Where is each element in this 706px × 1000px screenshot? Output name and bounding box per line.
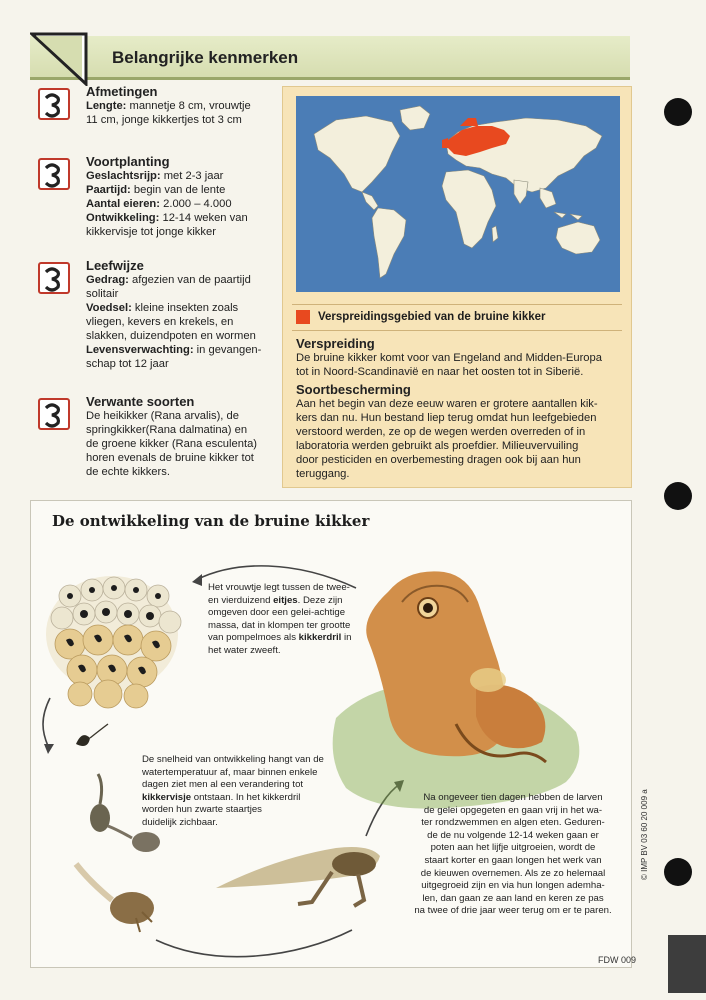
section-line	[86, 183, 225, 197]
development-text: watertemperatuur af, maar binnen enkele	[142, 766, 318, 778]
development-term: kikkervisje	[142, 791, 192, 803]
development-line: len, dan gaan ze aan land en keren ze pas	[422, 892, 604, 904]
page-title: Belangrijke kenmerken	[112, 48, 299, 67]
section-line-text: solitair	[86, 288, 119, 300]
world-map	[296, 96, 620, 292]
section-line-label: Lengte:	[86, 100, 127, 112]
development-line	[142, 779, 303, 792]
section-line-text: afgezien van de paartijd	[128, 274, 251, 286]
section-line-text: slakken, duizendpoten en wormen	[86, 330, 256, 342]
development-line	[208, 620, 350, 633]
development-line: de kieuwen overnemen. Als ze zo helemaal	[420, 867, 606, 879]
legend-divider	[292, 304, 622, 305]
section-line	[86, 343, 261, 357]
punch-hole	[664, 482, 692, 510]
section-line	[86, 273, 251, 287]
development-line: ter rondzwemmen en algen eten. Geduren-	[421, 817, 605, 829]
development-line	[208, 607, 345, 620]
section-title: Leefwijze	[86, 258, 144, 273]
section-line-text: begin van de lente	[130, 184, 226, 196]
section-line-text: 11 cm, jonge kikkertjes tot 3 cm	[86, 114, 242, 126]
development-title: De ontwikkeling van de bruine kikker	[52, 512, 370, 530]
corner-flag-icon	[30, 30, 88, 86]
section-line-text: in gevangen-	[193, 344, 262, 356]
development-term: eitjes	[273, 594, 298, 606]
development-text: in	[341, 632, 352, 644]
section-line-text: kikkervisje tot jonge kikker	[86, 226, 216, 238]
range-legend-swatch	[296, 310, 310, 324]
development-text: worden hun zwarte staartjes	[142, 804, 262, 816]
development-line: poten aan het lijfje uitgroeien, wordt de	[430, 842, 596, 854]
development-line: na twee of drie jaar weer terug om er te paren.	[414, 905, 612, 917]
copyright-code: © IMP BV 03 60 20 009 a	[640, 789, 649, 880]
section-line	[86, 409, 239, 423]
panel-section-line: verstoord werden, ze op de wegen werden overreden of in	[296, 426, 586, 438]
development-line	[142, 817, 218, 830]
section-bullet-icon	[38, 398, 70, 430]
section-line-text: met 2-3 jaar	[160, 170, 224, 182]
development-line: uitgegroeid zijn en via hun longen ademha-	[421, 880, 605, 892]
section-line-label: Levensverwachting:	[86, 344, 194, 356]
development-text: het water zweeft.	[208, 645, 281, 656]
section-line-label: Paartijd:	[86, 184, 131, 196]
development-line	[142, 792, 300, 805]
panel-section-line: laboratoria werden gebruikt als proefdier. Milieuvervuiling	[296, 440, 579, 452]
section-line	[86, 211, 248, 225]
section-line-text: 12-14 weken van	[159, 212, 248, 224]
section-line	[86, 301, 238, 315]
section-line-label: Voedsel:	[86, 302, 132, 314]
development-line	[208, 595, 342, 608]
development-text: en vierduizend	[208, 594, 274, 606]
development-line: Na ongeveer tien dagen hebben de larven	[423, 792, 603, 803]
development-line	[208, 645, 281, 658]
development-line	[142, 754, 324, 767]
panel-section-line: door pesticiden en overbemesting dragen ook bij aan hun	[296, 454, 581, 466]
panel-section-line: Aan het begin van deze eeuw waren er grotere aantallen kik-	[296, 398, 598, 410]
development-text: omgeven door een gelei-achtige	[208, 607, 346, 619]
development-line	[208, 582, 350, 595]
section-line-label: Geslachtsrijp:	[86, 170, 161, 182]
section-line-text: 2.000 – 4.000	[160, 198, 232, 210]
section-line-text: de echte kikkers.	[86, 466, 170, 478]
section-line-text: De heikikker (Rana arvalis), de	[86, 410, 239, 422]
section-line-text: de groene kikker (Rana esculenta)	[86, 438, 258, 450]
section-line	[86, 465, 170, 479]
development-line	[142, 767, 317, 780]
development-text: Het vrouwtje legt tussen de twee-	[208, 582, 350, 593]
section-line	[86, 197, 232, 211]
section-title: Afmetingen	[86, 84, 158, 99]
adult-frog	[333, 571, 580, 808]
section-line	[86, 169, 223, 183]
section-line	[86, 437, 257, 451]
section-line-text: mannetje 8 cm, vrouwtje	[126, 100, 251, 112]
development-text: duidelijk zichbaar.	[142, 817, 218, 828]
section-bullet-icon	[38, 262, 70, 294]
index-tab	[668, 935, 706, 993]
section-line-label: Aantal eieren:	[86, 198, 160, 210]
panel-section-line: kers dan nu. Hun bestand liep terug omdat hun leefgebieden	[296, 412, 597, 424]
section-line	[86, 225, 216, 239]
section-bullet-icon	[38, 158, 70, 190]
section-title: Voortplanting	[86, 154, 170, 169]
section-line	[86, 357, 169, 371]
section-title: Verwante soorten	[86, 394, 195, 409]
section-line-text: kleine insekten zoals	[131, 302, 239, 314]
section-line-label: Ontwikkeling:	[86, 212, 160, 224]
development-line: staart korter en gaan longen het werk van	[424, 855, 602, 866]
development-line: de gelei opgegeten en gaan vrij in het wa-	[423, 804, 603, 816]
panel-section-line: tot in Noord-Scandinavië en naar het oosten tot in Siberië.	[296, 366, 584, 378]
panel-section-line: De bruine kikker komt voor van Engeland and Midden-Europa	[296, 352, 602, 364]
legend-divider	[292, 330, 622, 331]
section-line-text: springkikker(Rana dalmatina) en	[86, 424, 248, 436]
section-line	[86, 315, 233, 329]
development-line	[208, 632, 351, 645]
froglet	[216, 847, 380, 906]
section-line	[86, 329, 256, 343]
section-line-text: schap tot 12 jaar	[86, 358, 169, 370]
panel-section-title: Soortbescherming	[296, 382, 411, 397]
card-code: FDW 009	[598, 955, 637, 965]
development-text: De snelheid van ontwikkeling hangt van de	[142, 754, 324, 765]
section-line	[86, 113, 242, 127]
section-line	[86, 423, 247, 437]
section-line	[86, 451, 254, 465]
punch-hole	[664, 858, 692, 886]
development-text: massa, dat in klompen ter grootte	[208, 619, 351, 631]
development-text: . Deze zijn	[297, 594, 343, 606]
development-term: kikkerdril	[298, 632, 342, 644]
panel-section-line: teruggang.	[296, 468, 350, 480]
section-bullet-icon	[38, 88, 70, 120]
frogspawn-cluster	[46, 576, 181, 708]
section-line	[86, 99, 251, 113]
section-line-text: horen evenals de bruine kikker tot	[86, 452, 254, 464]
section-line-label: Gedrag:	[86, 274, 129, 286]
development-text: ontstaan. In het kikkerdril	[191, 791, 301, 803]
punch-hole	[664, 98, 692, 126]
development-line: de de nu volgende 12-14 weken gaan er	[427, 829, 599, 841]
panel-section-title: Verspreiding	[296, 336, 375, 351]
development-text: dagen ziet men al een verandering tot	[142, 779, 304, 791]
development-text: van pompelmoes als	[208, 632, 299, 644]
development-line	[142, 804, 262, 817]
section-line-text: vliegen, kevers en krekels, en	[86, 316, 234, 328]
section-line	[86, 287, 118, 301]
range-legend-label: Verspreidingsgebied van de bruine kikker	[318, 311, 546, 323]
